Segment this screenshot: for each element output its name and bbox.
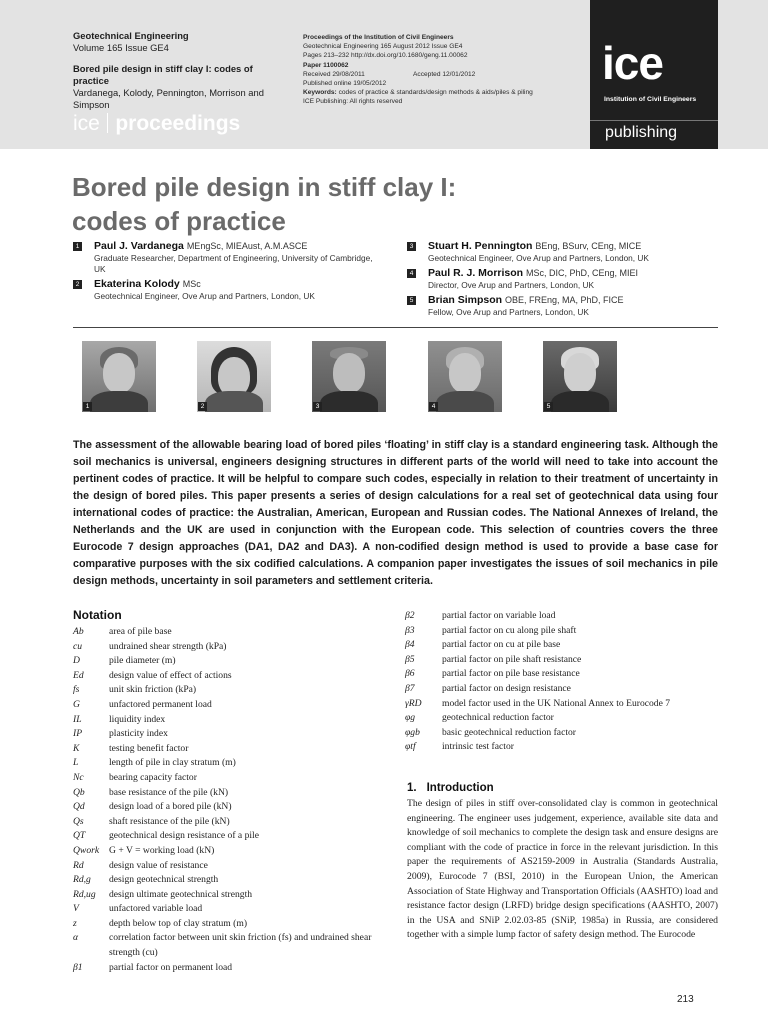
introduction-heading — [407, 782, 494, 794]
author-number: 1 — [73, 242, 82, 251]
photo-number: 1 — [83, 402, 92, 411]
author-degrees: OBE, FREng, MA, PhD, FICE — [505, 295, 624, 305]
author-affiliation: Graduate Researcher, Department of Engineering, University of Cambridge, UK — [94, 253, 373, 274]
notation-definition: partial factor on variable load — [442, 610, 556, 621]
notation-definition: design load of a bored pile (kN) — [109, 801, 232, 813]
paper-title: Bored pile design in stiff clay I: codes of practice — [72, 172, 457, 236]
notation-definition: partial factor on pile shaft resistance — [442, 653, 582, 665]
brand-proceedings: proceedings — [115, 112, 241, 135]
author-photo-3 — [312, 341, 386, 412]
author-affiliation: Fellow, Ove Arup and Partners, London, UK — [428, 307, 589, 317]
logo-ice-word: ice — [602, 37, 663, 89]
notation-row — [405, 697, 718, 712]
author-5 — [407, 294, 707, 318]
photo-number: 2 — [198, 402, 207, 411]
notation-symbol: β2 — [405, 610, 415, 621]
author-photo-2 — [197, 341, 271, 412]
notation-symbol: β4 — [405, 639, 415, 651]
notation-symbol: Rd,ug — [73, 888, 96, 900]
header-paper-authors: Vardanega, Kolody, Pennington, Morrison and Simpson — [73, 87, 264, 110]
author-name: Paul R. J. Morrison — [428, 267, 524, 279]
ice-proceedings-brand — [73, 112, 240, 136]
author-affiliation: Geotechnical Engineer, Ove Arup and Partners, London, UK — [428, 253, 649, 263]
notation-row — [405, 653, 718, 668]
divider-rule — [73, 327, 718, 328]
author-name: Brian Simpson — [428, 294, 503, 306]
notation-row — [405, 740, 718, 755]
meta-citation: Geotechnical Engineering 165 August 2012 Issue GE4 — [303, 43, 463, 51]
notation-row — [73, 771, 373, 786]
notation-row — [73, 742, 373, 757]
notation-symbol: K — [73, 742, 80, 754]
publication-meta — [303, 33, 558, 107]
author-number: 3 — [407, 242, 416, 251]
notation-definition: design geotechnical strength — [109, 874, 219, 886]
notation-definition: correlation factor between unit skin friction (fs) and undrained shear strength (cu) — [109, 932, 372, 959]
notation-symbol: IP — [73, 728, 83, 740]
author-photo-4 — [428, 341, 502, 412]
notation-definition: design ultimate geotechnical strength — [109, 888, 253, 900]
notation-definition: liquidity index — [109, 713, 166, 725]
notation-definition: unit skin friction (kPa) — [109, 684, 197, 696]
ice-publishing-logo — [590, 0, 718, 149]
notation-symbol: Qb — [73, 786, 85, 798]
notation-symbol: β5 — [405, 653, 415, 665]
notation-row — [73, 727, 373, 742]
keywords-label: Keywords: — [303, 89, 337, 97]
notation-heading: Notation — [73, 608, 122, 622]
notation-definition: model factor used in the UK National Annex to Eurocode 7 — [442, 697, 671, 709]
notation-symbol: γRD — [405, 697, 422, 709]
author-photo-1 — [82, 341, 156, 412]
notation-symbol: Ab — [73, 626, 84, 637]
author-name: Stuart H. Pennington — [428, 240, 533, 252]
notation-row — [73, 713, 373, 728]
notation-row — [405, 667, 718, 682]
meta-paper-number: Paper 1100062 — [303, 61, 349, 69]
notation-row — [73, 800, 373, 815]
notation-row — [405, 624, 718, 639]
notation-definition: partial factor on pile base resistance — [442, 668, 580, 680]
notation-row — [405, 638, 718, 653]
brand-divider — [107, 113, 109, 133]
header-paper-title: Bored pile design in stiff clay I: codes of practice — [73, 63, 253, 86]
notation-row — [73, 698, 373, 713]
notation-symbol: z — [73, 917, 77, 929]
notation-row — [405, 609, 718, 624]
journal-info — [73, 30, 288, 111]
notation-definition: unfactored permanent load — [109, 698, 212, 710]
notation-definition: depth below top of clay stratum (m) — [109, 917, 248, 929]
meta-accepted: Accepted 12/01/2012 — [413, 70, 476, 78]
notation-symbol: cu — [73, 640, 83, 652]
notation-symbol: V — [73, 903, 79, 915]
notation-list-left — [73, 625, 373, 975]
notation-row — [73, 683, 373, 698]
notation-symbol: QT — [73, 830, 86, 842]
notation-symbol: φg — [405, 712, 416, 724]
notation-symbol: G — [73, 698, 80, 710]
notation-symbol: α — [73, 932, 79, 944]
notation-definition: partial factor on cu at pile base — [442, 639, 561, 651]
page-number: 213 — [677, 994, 694, 1005]
authors-right-column — [407, 240, 707, 321]
notation-symbol: φtf — [405, 741, 416, 753]
notation-list-right — [405, 609, 718, 755]
author-number: 5 — [407, 296, 416, 305]
notation-definition: design value of resistance — [109, 859, 208, 871]
notation-definition: length of pile in clay stratum (m) — [109, 757, 236, 769]
author-degrees: MSc — [182, 279, 201, 289]
notation-row — [73, 844, 373, 859]
notation-definition: unfactored variable load — [109, 903, 203, 915]
notation-definition: plasticity index — [109, 728, 168, 740]
photo-number: 4 — [429, 402, 438, 411]
notation-symbol: Nc — [73, 771, 84, 783]
notation-definition: testing benefit factor — [109, 742, 189, 754]
author-3 — [407, 240, 707, 264]
notation-definition: geotechnical reduction factor — [442, 712, 554, 724]
brand-ice: ice — [73, 112, 100, 135]
notation-definition: basic geotechnical reduction factor — [442, 726, 576, 738]
journal-name: Geotechnical Engineering — [73, 30, 189, 41]
notation-definition: bearing capacity factor — [109, 771, 197, 783]
notation-definition: area of pile base — [109, 626, 172, 637]
notation-definition: base resistance of the pile (kN) — [109, 786, 229, 798]
notation-symbol: Rd,g — [73, 874, 91, 886]
notation-symbol: D — [73, 655, 80, 667]
author-2 — [73, 278, 373, 302]
notation-definition: shaft resistance of the pile (kN) — [109, 815, 230, 827]
authors-left-column — [73, 240, 373, 305]
journal-volume: Volume 165 Issue GE4 — [73, 42, 169, 53]
notation-row — [73, 815, 373, 830]
notation-symbol: β3 — [405, 624, 415, 636]
notation-symbol: fs — [73, 684, 80, 696]
author-degrees: MSc, DIC, PhD, CEng, MIEI — [526, 268, 639, 278]
journal-header — [0, 0, 768, 149]
author-affiliation: Geotechnical Engineer, Ove Arup and Partners, London, UK — [94, 291, 315, 301]
notation-symbol: Ed — [73, 669, 84, 681]
notation-row — [73, 888, 373, 903]
keywords-text: codes of practice & standards/design methods & aids/piles & piling — [338, 89, 533, 97]
author-name: Paul J. Vardanega — [94, 240, 184, 252]
notation-symbol: φgb — [405, 726, 420, 738]
notation-definition: partial factor on cu along pile shaft — [442, 624, 577, 636]
author-photo-5 — [543, 341, 617, 412]
abstract: The assessment of the allowable bearing load of bored piles ‘floating’ in stiff clay is a standard engineering task. Although the soil mechanics is universal, engineers designing structures in different parts of the world will need to take into account the pertinent codes of practice. It will be helpful to compare such codes, especially in relation to their treatment of uncertainty in the design of bored piles. This paper presents a series of design calculations for a real set of geotechnical data using four international codes of practice: the Australian, American, European and Russian codes. The National Annexes of Ireland, the Netherlands and the UK are used in conjunction with the European code. This selection of countries covers the three Eurocode 7 design approaches (DA1, DA2 and DA3). A non-codified design method is used to provide a base case for comparative purposes with the six codified calculations. A companion paper investigates the issues of soil mechanics in pile design methods, uncertainty in soil parameters and settlement criteria. — [73, 439, 718, 587]
meta-received: Received 29/08/2011 — [303, 70, 365, 78]
notation-row — [405, 711, 718, 726]
photo-number: 3 — [313, 402, 322, 411]
notation-symbol: β7 — [405, 682, 415, 694]
introduction-body: The design of piles in stiff over-consolidated clay is common in geotechnical engineering. The engineer uses judgement, experience, available site data and knowledge of soil mechanics to complete the design task and ensure designs are compliant with the code of practice in force in the relevant jurisdiction. In this paper the requirements of AS2159-2009 in Australia (Standards Australia, 2009), Eurocode 7 (BSI, 2010) in the European Union, the American Association of State Highway and Transportation Officials (AASHTO) load and resistance factor design (LRFD) bridge design specifications (AASHTO, 2007) in the USA and SNiP 2.02.03-85 (SNiP, 1985a) in Russia, are considered together with a simple lump factor of safety design method. The Eurocode — [407, 798, 718, 941]
meta-keywords — [303, 88, 558, 97]
notation-row — [73, 931, 373, 960]
author-4 — [407, 267, 707, 291]
author-affiliation: Director, Ove Arup and Partners, London, UK — [428, 280, 595, 290]
photo-number: 5 — [544, 402, 553, 411]
notation-symbol: Qwork — [73, 844, 100, 856]
author-degrees: BEng, BSurv, CEng, MICE — [535, 241, 642, 251]
notation-row — [73, 859, 373, 874]
author-name: Ekaterina Kolody — [94, 278, 180, 290]
notation-definition: partial factor on design resistance — [442, 682, 571, 694]
meta-doi[interactable]: Pages 213–232 http://dx.doi.org/10.1680/geng.11.00062 — [303, 52, 468, 60]
notation-row — [405, 682, 718, 697]
author-number: 2 — [73, 280, 82, 289]
author-degrees: MEngSc, MIEAust, A.M.ASCE — [186, 241, 308, 251]
meta-published: Published online 19/05/2012 — [303, 80, 387, 88]
author-number: 4 — [407, 269, 416, 278]
notation-symbol: Qs — [73, 815, 84, 827]
notation-row — [73, 654, 373, 669]
meta-rights: ICE Publishing: All rights reserved — [303, 98, 403, 106]
notation-definition: pile diameter (m) — [109, 655, 176, 667]
logo-publishing: publishing — [605, 124, 678, 141]
meta-proceedings: Proceedings of the Institution of Civil Engineers — [303, 34, 454, 41]
section-number: 1. — [407, 782, 417, 794]
notation-row — [73, 756, 373, 771]
notation-row — [73, 961, 373, 976]
notation-symbol: Qd — [73, 801, 85, 813]
notation-definition: undrained shear strength (kPa) — [109, 640, 227, 652]
section-title: Introduction — [426, 782, 494, 794]
logo-institution: Institution of Civil Engineers — [604, 96, 697, 103]
notation-row — [73, 829, 373, 844]
author-1 — [73, 240, 373, 275]
notation-definition: design value of effect of actions — [109, 669, 232, 681]
notation-row — [405, 726, 718, 741]
notation-row — [73, 669, 373, 684]
notation-definition: geotechnical design resistance of a pile — [109, 830, 259, 842]
notation-definition: partial factor on permanent load — [109, 961, 233, 973]
meta-dates — [303, 70, 558, 79]
notation-row — [73, 640, 373, 655]
notation-row — [73, 917, 373, 932]
notation-definition: intrinsic test factor — [442, 741, 514, 753]
notation-symbol: β6 — [405, 668, 415, 680]
notation-symbol: IL — [73, 713, 82, 725]
notation-row — [73, 786, 373, 801]
notation-symbol: Rd — [73, 859, 84, 871]
notation-symbol: β1 — [73, 961, 83, 973]
notation-symbol: L — [73, 757, 79, 769]
logo-divider — [590, 120, 718, 121]
notation-definition: G + V = working load (kN) — [109, 844, 215, 856]
notation-row — [73, 873, 373, 888]
notation-row — [73, 902, 373, 917]
notation-row — [73, 625, 373, 640]
